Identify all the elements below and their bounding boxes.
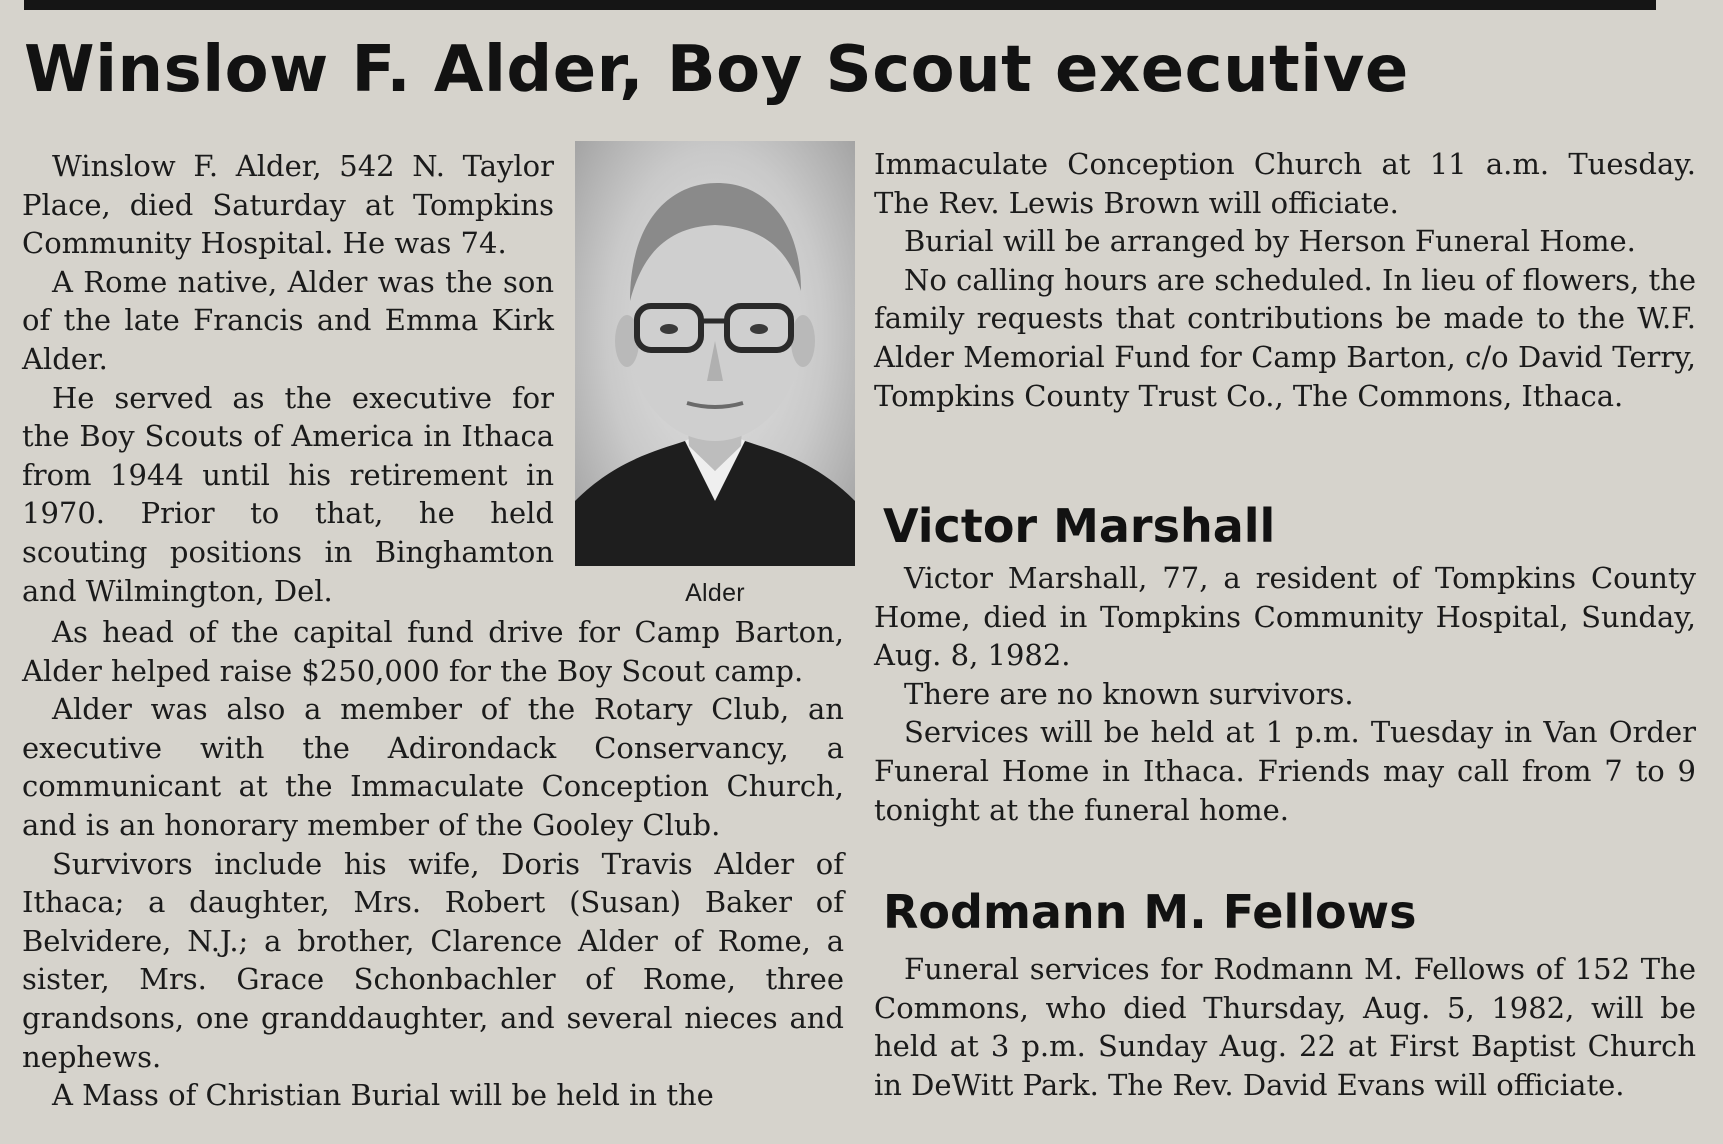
alder-portrait-photo [575, 141, 855, 566]
top-rule [24, 0, 1656, 10]
alder-paragraph: No calling hours are scheduled. In lieu of flowers, the family requests that contributions be made to the W.F. Alder Memorial Fund for Camp Barton, c/o David Terry, Tompkins County Trust Co., The Commons, Ithaca. [874, 262, 1696, 413]
alder-paragraph: Survivors include his wife, Doris Travis Alder of Ithaca; a daughter, Mrs. Robert (Susan) Baker of Belvidere, N.J.; a brother, Clarence Alder of Rome, a sister, Mrs. Grace Schonbachler of Rome, three grandsons, one granddaughter, and several nieces and nephews. [22, 846, 844, 1074]
alder-article-top [22, 147, 554, 610]
photo-caption: Alder [685, 579, 745, 607]
fellows-paragraph: Funeral services for Rodmann M. Fellows of 152 The Commons, who died Thursday, Aug. 5, 1982, will be held at 3 p.m. Sunday Aug. 22 at First Baptist Church in DeWitt Park. The Rev. David Evans will officiate. [874, 952, 1696, 1102]
marshall-paragraph: There are no known survivors. [904, 676, 1354, 711]
marshall-paragraph: Services will be held at 1 p.m. Tuesday in Van Order Funeral Home in Ithaca. Friends may call from 7 to 9 tonight at the funeral home. [874, 715, 1696, 827]
alder-paragraph: Burial will be arranged by Herson Funeral Home. [904, 224, 1636, 259]
alder-paragraph: Winslow F. Alder, 542 N. Taylor Place, died Saturday at Tompkins Community Hospital. He was 74. [22, 149, 554, 261]
alder-paragraph: A Mass of Christian Burial will be held in the [52, 1078, 714, 1113]
headline-fellows: Rodmann M. Fellows [883, 885, 1417, 939]
alder-paragraph: He served as the executive for the Boy Scouts of America in Ithaca from 1944 until his retirement in 1970. Prior to that, he held scouting positions in Binghamton and Wilmington, Del. [22, 380, 554, 608]
alder-article-bottom [22, 613, 844, 1115]
alder-paragraph: As head of the capital fund drive for Camp Barton, Alder helped raise $250,000 for the Boy Scout camp. [22, 615, 844, 688]
headline-alder: Winslow F. Alder, Boy Scout executive [24, 33, 1409, 107]
alder-article-continued [874, 145, 1696, 415]
alder-paragraph: Immaculate Conception Church at 11 a.m. Tuesday. The Rev. Lewis Brown will officiate. [874, 147, 1696, 220]
fellows-article [874, 950, 1696, 1104]
marshall-article [874, 559, 1696, 829]
alder-paragraph: Alder was also a member of the Rotary Club, an executive with the Adirondack Conservancy, a communicant at the Immaculate Conception Church, and is an honorary member of the Gooley Club. [22, 692, 844, 842]
portrait-illustration [575, 141, 855, 566]
headline-marshall: Victor Marshall [883, 499, 1276, 553]
alder-paragraph: A Rome native, Alder was the son of the late Francis and Emma Kirk Alder. [22, 264, 554, 376]
marshall-paragraph: Victor Marshall, 77, a resident of Tompkins County Home, died in Tompkins Community Hospital, Sunday, Aug. 8, 1982. [874, 561, 1696, 673]
